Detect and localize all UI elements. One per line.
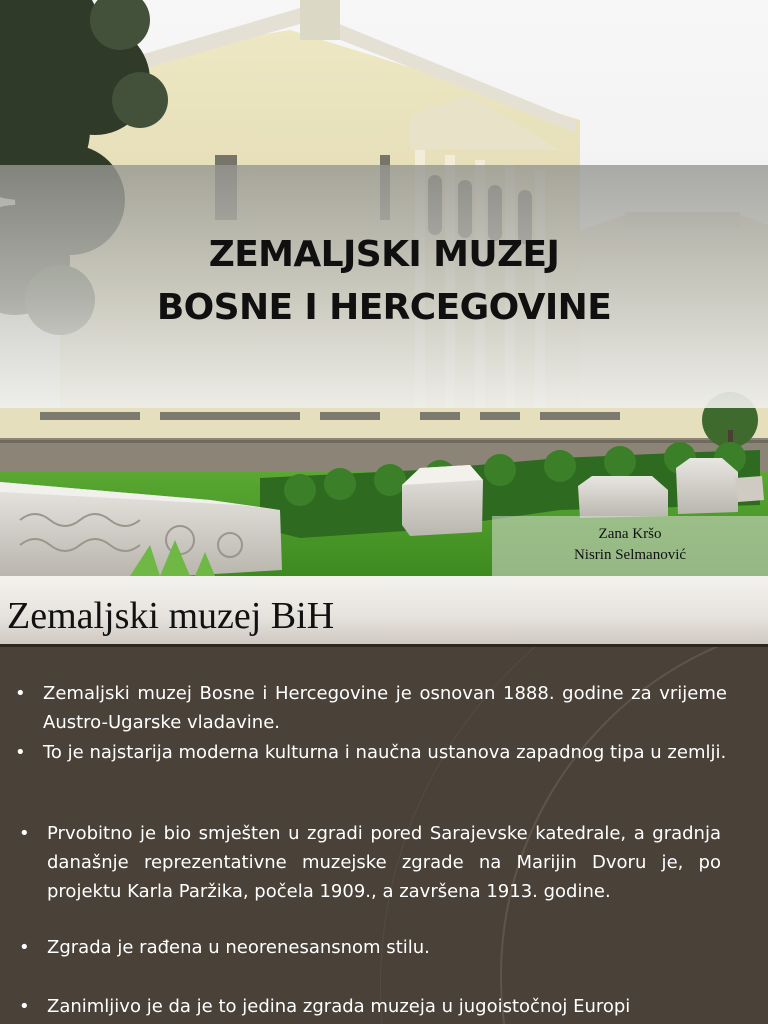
- bullet-dot: •: [15, 683, 26, 704]
- slide-heading: Zemaljski muzej BiH: [7, 595, 335, 637]
- title-line: ZEMALJSKI MUZEJ: [208, 234, 560, 275]
- bullet-item: [19, 819, 721, 906]
- bullet-dot: •: [19, 823, 30, 844]
- bullet-text: To je najstarija moderna kulturna i naučna ustanova zapadnog tipa u zemlji.: [43, 742, 727, 763]
- bullet-dot: •: [19, 937, 30, 958]
- content-slide: [0, 576, 768, 1024]
- title-line: BOSNE I HERCEGOVINE: [156, 287, 612, 328]
- bullet-item: [15, 738, 727, 767]
- bullet-text: Zanimljivo je da je to jedina zgrada muzeja u jugoistočnoj Europi: [47, 996, 631, 1017]
- bullet-item: [19, 992, 721, 1021]
- bullet-item: [15, 679, 727, 737]
- bullet-text: Zgrada je rađena u neorenesansnom stilu.: [47, 937, 430, 958]
- bullet-item: [19, 933, 721, 962]
- author-name: Nisrin Selmanović: [573, 547, 687, 563]
- bullet-text: Zemaljski muzej Bosne i Hercegovine je osnovan 1888. godine za vrijeme Austro-Ugarske vladavine.: [43, 683, 727, 733]
- bullet-dot: •: [19, 996, 30, 1017]
- bullet-list: [0, 576, 768, 1024]
- slide-title: [0, 228, 768, 334]
- author-name: Zana Kršo: [598, 526, 662, 542]
- author-credits: [492, 516, 768, 576]
- bullet-dot: •: [15, 742, 26, 763]
- bullet-text: Prvobitno je bio smješten u zgradi pored Sarajevske katedrale, a gradnja današnje reprezentativne muzejske zgrade na Marijin Dvoru je, po projektu Karla Paržika, počela 1909., a završena 1913. godine.: [47, 823, 721, 902]
